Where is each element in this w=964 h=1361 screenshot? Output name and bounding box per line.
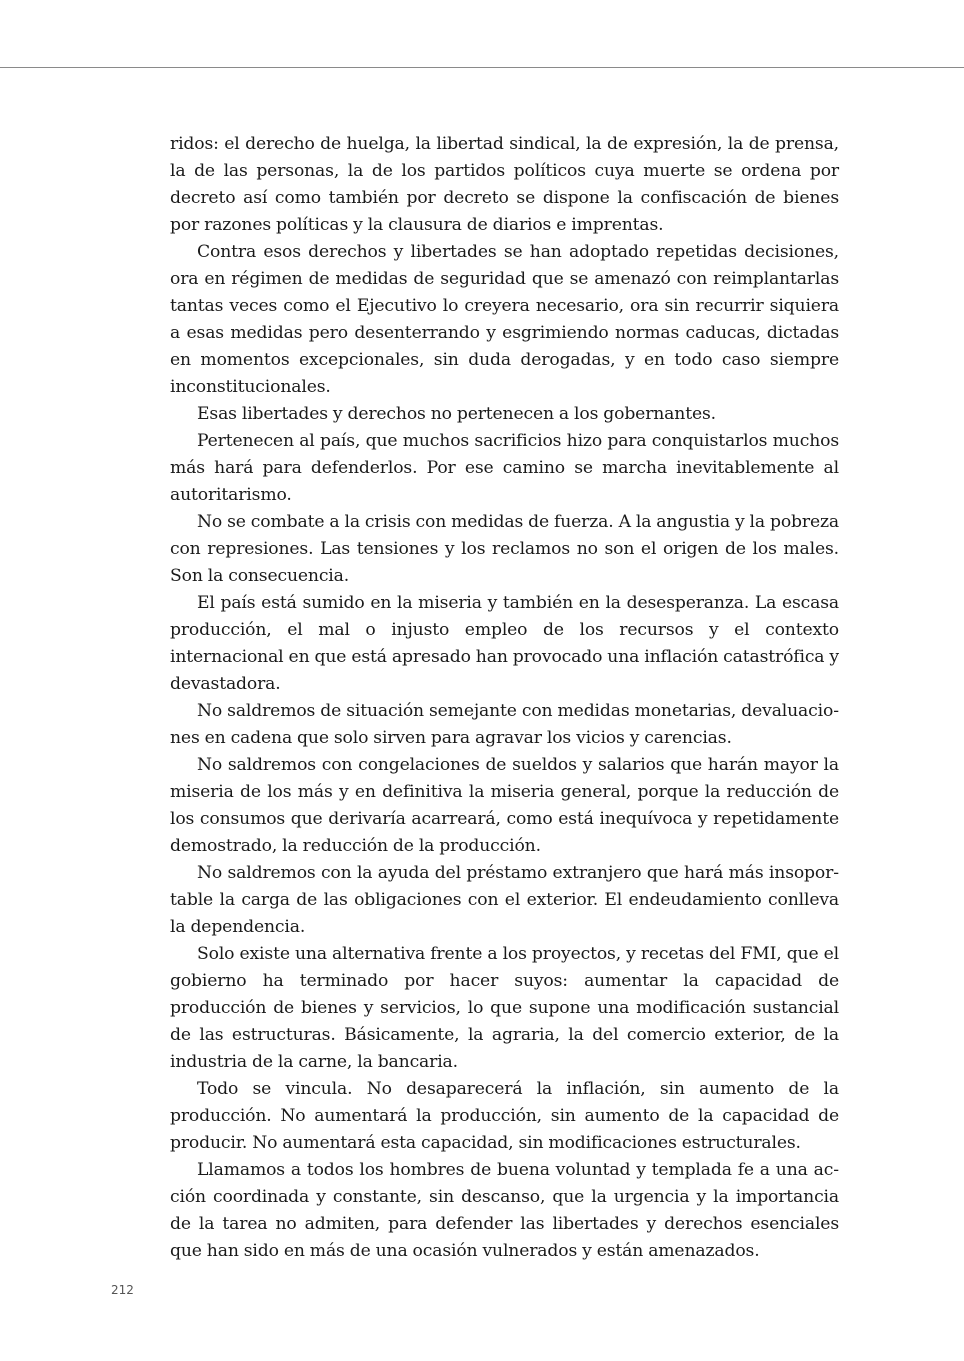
paragraph: Pertenecen al país, que muchos sacrificios hizo para conquistarlos muchos más hará para defenderlos. Por ese camino se marcha inevitablemente al autoritarismo. — [170, 431, 839, 505]
paragraph: No se combate a la crisis con medidas de fuerza. A la angustia y la pobreza con represiones. Las tensiones y los reclamos no son el origen de los males. Son la consecuencia. — [170, 512, 839, 586]
paragraph: Esas libertades y derechos no pertenecen a los gobernantes. — [197, 404, 716, 424]
body-text — [170, 131, 839, 1265]
paragraph: Todo se vincula. No desaparecerá la inflación, sin aumento de la producción. No aumentará la producción, sin aumento de la capacidad de producir. No aumentará esta capacidad, sin modificaciones estructurales. — [170, 1079, 839, 1153]
paragraph-continued: ridos: el derecho de huelga, la libertad sindical, la de expresión, la de prensa, la de las personas, la de los partidos políticos cuya muerte se ordena por decreto así como también por decreto se dispone la confiscación de bienes por razones políticas y la clausura de diarios e imprentas. — [170, 134, 839, 235]
paragraph: No saldremos con congelaciones de sueldos y salarios que harán mayor la miseria de los más y en definitiva la miseria general, porque la reducción de los consumos que derivaría acarreará, como está inequívoca y repetidamente demostrado, la reducción de la producción. — [170, 755, 839, 856]
paragraph: Solo existe una alternativa frente a los proyectos, y recetas del FMI, que el gobierno ha terminado por hacer suyos: aumentar la capacidad de producción de bienes y servicios, lo que supone una modificación sustancial de las estructuras. Básicamente, la agraria, la del comercio exterior, de la industria de la carne, la bancaria. — [170, 944, 839, 1072]
paragraph: Llamamos a todos los hombres de buena voluntad y templada fe a una acción coordinada y constante, sin descanso, que la urgencia y la importancia de la tarea no admiten, para defender las libertades y derechos esenciales que han sido en más de una ocasión vulnerados y están amenazados. — [170, 1160, 839, 1261]
paragraph: No saldremos de situación semejante con medidas monetarias, devaluaciones en cadena que solo sirven para agravar los vicios y carencias. — [170, 701, 839, 748]
header-rule — [0, 67, 964, 68]
paragraph: El país está sumido en la miseria y también en la desesperanza. La escasa producción, el mal o injusto empleo de los recursos y el contexto internacional en que está apresado han provocado una inflación catastrófica y devastadora. — [170, 593, 839, 694]
page-number: 212 — [111, 1283, 134, 1297]
paragraph: Contra esos derechos y libertades se han adoptado repetidas decisiones, ora en régimen de medidas de seguridad que se amenazó con reimplantarlas tantas veces como el Ejecutivo lo creyera necesario, ora sin recurrir siquiera a esas medidas pero desenterrando y esgrimiendo normas caducas, dictadas en momentos excepcionales, sin duda derogadas, y en todo caso siempre inconstitucionales. — [170, 242, 839, 397]
paragraph: No saldremos con la ayuda del préstamo extranjero que hará más insoportable la carga de las obligaciones con el exterior. El endeudamiento conlleva la dependencia. — [170, 863, 839, 937]
